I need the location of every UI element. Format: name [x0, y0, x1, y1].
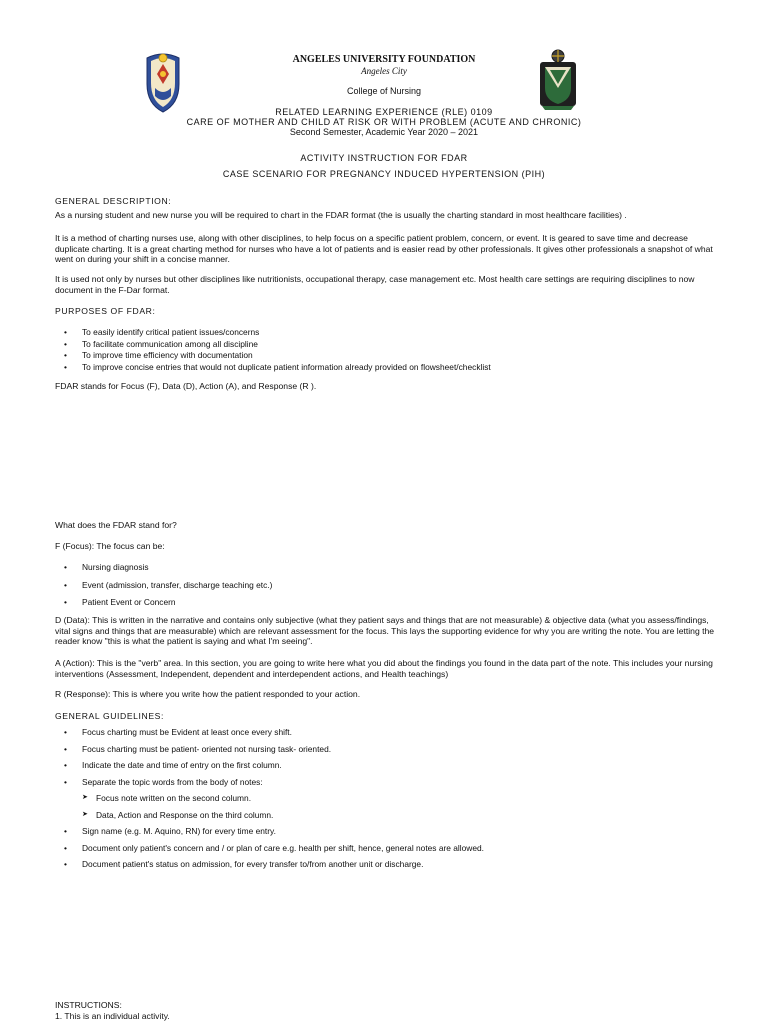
action-description: A (Action): This is the "verb" area. In this section, you are going to write here what you did about the findings you found in the data part of the note. This includes your nursing interventions (Assessment, Independent, dependent and interdependent actions, and Health teachings) — [55, 658, 713, 679]
general-description-p2: It is a method of charting nurses use, along with other disciplines, to help focus on a specific patient problem, concern, or event. It is geared to save time and decrease duplicate charting. It is a great charting method for nurses who have a lot of patients and is easier read by other professionals. It gives other professionals a snapshot of what went on during your shift in a concise manner. — [55, 233, 713, 264]
purposes-list — [55, 327, 491, 373]
list-item: • Indicate the date and time of entry on the first column. — [55, 757, 331, 774]
general-description-heading: GENERAL DESCRIPTION: — [55, 196, 172, 206]
list-item: • Sign name (e.g. M. Aquino, RN) for every time entry. — [55, 823, 484, 840]
college-name: College of Nursing — [346, 86, 422, 96]
university-city: Angeles City — [361, 66, 407, 76]
course-title: CARE OF MOTHER AND CHILD AT RISK OR WITH PROBLEM (ACUTE AND CHRONIC) — [186, 117, 582, 127]
university-name: ANGELES UNIVERSITY FOUNDATION — [292, 54, 476, 65]
activity-title: ACTIVITY INSTRUCTION FOR FDAR — [300, 153, 468, 163]
list-item: • To improve time efficiency with documentation — [55, 350, 491, 362]
guidelines-list-continued — [55, 823, 484, 873]
data-description: D (Data): This is written in the narrative and contains only subjective (what they patient says and things that are not measurable) & objective data (what you assess/findings, vital signs and things that are measurable) which are relevant assessment for the focus. This lays the supporting evidence for why you are writing the note. You are letting the reader know "this is what the patient is saying and what I'm seeing". — [55, 615, 715, 646]
general-description-p1: As a nursing student and new nurse you will be required to chart in the FDAR format (the is usually the charting standard in most healthcare facilities) . — [55, 210, 627, 220]
scenario-title: CASE SCENARIO FOR PREGNANCY INDUCED HYPERTENSION (PIH) — [222, 169, 546, 179]
focus-intro: F (Focus): The focus can be: — [55, 541, 165, 551]
semester: Second Semester, Academic Year 2020 – 2021 — [289, 127, 479, 137]
list-item: • Event (admission, transfer, discharge teaching etc.) — [55, 577, 272, 595]
list-item: • Focus charting must be patient- oriented not nursing task- oriented. — [55, 741, 331, 758]
list-item: • Separate the topic words from the body of notes: — [55, 774, 331, 791]
general-description-p3: It is used not only by nurses but other disciplines like nutritionists, occupational therapy, case management etc. Most health care settings are requiring disciplines to now document in the F-Dar format. — [55, 274, 695, 295]
purposes-heading: PURPOSES OF FDAR: — [55, 306, 156, 316]
guidelines-sublist — [82, 790, 273, 823]
list-item: • To improve concise entries that would not duplicate patient information already provided on flowsheet/checklist — [55, 362, 491, 374]
fdar-question: What does the FDAR stand for? — [55, 520, 177, 530]
list-item: • Focus charting must be Evident at least once every shift. — [55, 724, 331, 741]
sub-list-item: ➤ Data, Action and Response on the third column. — [82, 807, 273, 824]
list-item: • Document only patient's concern and / or plan of care e.g. health per shift, hence, general notes are allowed. — [55, 840, 484, 857]
list-item: • To facilitate communication among all discipline — [55, 339, 491, 351]
list-item: • Patient Event or Concern — [55, 594, 272, 612]
instructions-heading: INSTRUCTIONS: — [55, 1000, 122, 1010]
list-item: • Document patient's status on admission, for every transfer to/from another unit or discharge. — [55, 856, 484, 873]
response-description: R (Response): This is where you write how the patient responded to your action. — [55, 689, 361, 699]
list-item: • Nursing diagnosis — [55, 559, 272, 577]
focus-list — [55, 559, 272, 612]
fdar-stands-text: FDAR stands for Focus (F), Data (D), Action (A), and Response (R ). — [55, 381, 317, 391]
guidelines-heading: GENERAL GUIDELINES: — [55, 711, 164, 721]
list-item: • To easily identify critical patient issues/concerns — [55, 327, 491, 339]
instructions-item-1: 1. This is an individual activity. — [55, 1011, 170, 1021]
course-code: RELATED LEARNING EXPERIENCE (RLE) 0109 — [275, 107, 493, 117]
sub-list-item: ➤ Focus note written on the second column. — [82, 790, 273, 807]
guidelines-list — [55, 724, 331, 790]
